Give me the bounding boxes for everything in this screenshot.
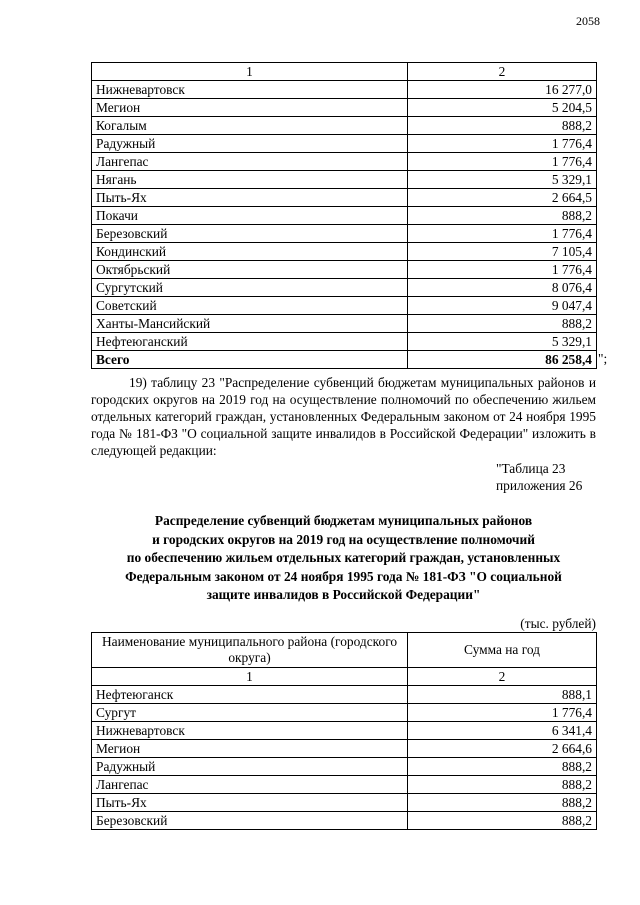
municipality-name: Пыть-Ях xyxy=(92,794,408,812)
amendment-paragraph xyxy=(91,374,596,459)
table-row xyxy=(92,99,597,117)
table-row xyxy=(92,333,597,351)
municipality-name: Нягань xyxy=(92,171,408,189)
table-row xyxy=(92,315,597,333)
table-row xyxy=(92,758,597,776)
subvention-amount: 16 277,0 xyxy=(408,81,597,99)
subvention-amount: 1 776,4 xyxy=(408,135,597,153)
table-row xyxy=(92,243,597,261)
subvention-amount: 888,2 xyxy=(408,207,597,225)
municipality-name: Советский xyxy=(92,297,408,315)
subvention-amount: 1 776,4 xyxy=(408,704,597,722)
table-reference-line2: приложения 26 xyxy=(496,478,583,493)
subvention-amount: 888,2 xyxy=(408,812,597,830)
heading-line: Федеральным законом от 24 ноября 1995 года № 181-ФЗ "О социальной xyxy=(125,568,562,584)
municipality-name: Нижневартовск xyxy=(92,81,408,99)
municipality-name: Радужный xyxy=(92,758,408,776)
table-row xyxy=(92,297,597,315)
municipality-name: Березовский xyxy=(92,225,408,243)
subvention-amount: 2 664,6 xyxy=(408,740,597,758)
table-row xyxy=(92,135,597,153)
municipality-name: Радужный xyxy=(92,135,408,153)
table-row xyxy=(92,740,597,758)
table-row xyxy=(92,81,597,99)
column-number: 2 xyxy=(408,63,597,81)
table-row xyxy=(92,686,597,704)
table-row xyxy=(92,117,597,135)
municipality-name: Мегион xyxy=(92,740,408,758)
municipality-name: Покачи xyxy=(92,207,408,225)
subvention-amount: 9 047,4 xyxy=(408,297,597,315)
subvention-table-bottom xyxy=(91,632,597,830)
total-amount: 86 258,4 xyxy=(408,351,597,369)
table-row xyxy=(92,776,597,794)
table-row xyxy=(92,704,597,722)
subvention-amount: 2 664,5 xyxy=(408,189,597,207)
subvention-amount: 8 076,4 xyxy=(408,279,597,297)
page-number: 2058 xyxy=(576,14,600,28)
subvention-amount: 888,2 xyxy=(408,794,597,812)
table-reference-line1: "Таблица 23 xyxy=(496,461,566,476)
subvention-amount: 5 204,5 xyxy=(408,99,597,117)
heading-line: Распределение субвенций бюджетам муниципальных районов xyxy=(154,513,533,528)
municipality-name: Лангепас xyxy=(92,153,408,171)
table-row xyxy=(92,189,597,207)
table-row xyxy=(92,153,597,171)
municipality-name: Пыть-Ях xyxy=(92,189,408,207)
subvention-amount: 1 776,4 xyxy=(408,153,597,171)
table-row xyxy=(92,722,597,740)
municipality-name: Сургут xyxy=(92,704,408,722)
amendment-text: 19) таблицу 23 "Распределение субвенций бюджетам муниципальных районов и городских округов на 2019 год на осуществление полномочий по обеспечению жильем отдельных категорий граждан, установленных Федеральным законом от 24 ноября 1995 года № 181-ФЗ "О социальной защите инвалидов в Российской Федерации" изложить в следующей редакции: xyxy=(91,375,596,458)
municipality-name: Ханты-Мансийский xyxy=(92,315,408,333)
closing-quote: "; xyxy=(598,351,608,366)
table-row xyxy=(92,171,597,189)
subvention-amount: 7 105,4 xyxy=(408,243,597,261)
subvention-amount: 888,2 xyxy=(408,758,597,776)
heading-line: и городских округов на 2019 год на осуществление полномочий xyxy=(152,531,535,547)
column-number: 1 xyxy=(92,63,408,81)
municipality-name: Нефтеюганск xyxy=(92,686,408,704)
units-label: (тыс. рублей) xyxy=(520,616,596,631)
heading-line: по обеспечению жильем отдельных категорий граждан, установленных xyxy=(126,550,561,565)
subvention-amount: 5 329,1 xyxy=(408,333,597,351)
municipality-name: Когалым xyxy=(92,117,408,135)
table-column-numbers xyxy=(92,63,597,81)
subvention-amount: 5 329,1 xyxy=(408,171,597,189)
subvention-amount: 888,1 xyxy=(408,686,597,704)
municipality-name: Кондинский xyxy=(92,243,408,261)
table-column-numbers xyxy=(92,668,597,686)
municipality-name: Нефтеюганский xyxy=(92,333,408,351)
table-row xyxy=(92,207,597,225)
column-number: 2 xyxy=(408,668,597,686)
municipality-name: Лангепас xyxy=(92,776,408,794)
municipality-name: Мегион xyxy=(92,99,408,117)
table-heading xyxy=(91,512,596,605)
subvention-amount: 1 776,4 xyxy=(408,225,597,243)
total-label: Всего xyxy=(92,351,408,369)
subvention-amount: 888,2 xyxy=(408,776,597,794)
subvention-amount: 888,2 xyxy=(408,117,597,135)
table-row xyxy=(92,225,597,243)
table-row xyxy=(92,261,597,279)
total-row xyxy=(92,351,597,369)
municipality-name: Березовский xyxy=(92,812,408,830)
heading-line: защите инвалидов в Российской Федерации" xyxy=(206,587,481,602)
municipality-name: Сургутский xyxy=(92,279,408,297)
subvention-table-top xyxy=(91,62,597,369)
table-header-row xyxy=(92,633,597,668)
municipality-name: Нижневартовск xyxy=(92,722,408,740)
subvention-amount: 1 776,4 xyxy=(408,261,597,279)
table-row xyxy=(92,279,597,297)
municipality-name: Октябрьский xyxy=(92,261,408,279)
column-header-sum: Сумма на год xyxy=(408,633,597,668)
subvention-amount: 888,2 xyxy=(408,315,597,333)
column-header-name: Наименование муниципального района (городского округа) xyxy=(92,633,408,668)
column-number: 1 xyxy=(92,668,408,686)
table-row xyxy=(92,812,597,830)
table-row xyxy=(92,794,597,812)
subvention-amount: 6 341,4 xyxy=(408,722,597,740)
